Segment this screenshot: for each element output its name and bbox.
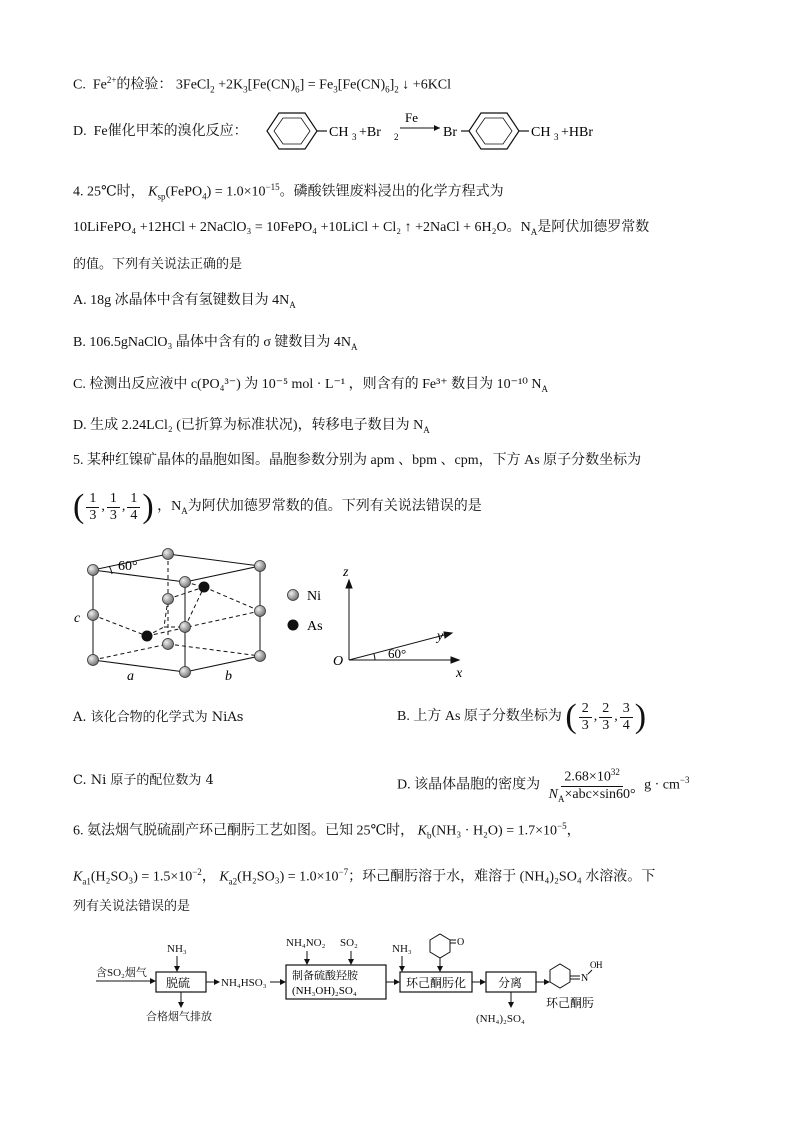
option-text: Fe催化甲苯的溴化反应： bbox=[93, 124, 248, 139]
edge-b-label: b bbox=[225, 669, 232, 684]
option-sub: A bbox=[541, 383, 548, 394]
q4-option-a[interactable] bbox=[73, 291, 296, 315]
q4-equation-line: 10LiFePO₄ +12HCl + 2NaClO₃ = 10FePO₄ +10LiCl + Cl₂ ↑ +2NaCl + 6H₂O。$N_A$是阿伏加德罗常数 bbox=[73, 220, 650, 237]
q4-stem-line3 bbox=[73, 255, 242, 275]
nh3-input-2: NH₃ bbox=[392, 943, 412, 955]
q4-stem-tail: 。磷酸铁锂废料浸出的化学方程式为 bbox=[279, 184, 504, 200]
ksp-expr: (FePO bbox=[165, 184, 203, 200]
q5-stem-text: 为阿伏加德罗常数的值。下列有关说法错误的是 bbox=[187, 499, 482, 515]
svg-text:3: 3 bbox=[554, 132, 559, 142]
option-text: C. 检测出反应液中 c(PO₄³⁻) 为 10⁻⁵ mol · L⁻¹ ，则含有的 Fe³⁺ 数目为 10⁻¹⁰ N bbox=[73, 377, 542, 392]
axis-origin-label: O bbox=[333, 654, 344, 669]
fraction: $\frac{1}{4}$ bbox=[127, 491, 140, 524]
q5-option-a[interactable] bbox=[73, 708, 243, 728]
option-text: A. 该化合物的化学式为 NiAs bbox=[73, 710, 244, 725]
toluene-bromination-equation bbox=[255, 108, 794, 154]
density-numerator-exp: 32 bbox=[610, 767, 620, 778]
q4-na-label: 。N bbox=[506, 220, 531, 235]
option-sub: A bbox=[351, 341, 358, 352]
q4-stem-line1: 4. 25℃时， $K_{sp}(FePO_4) = 1.0\times 10^{-15}$。磷酸铁锂废料浸出的化学方程式为 bbox=[73, 182, 504, 202]
axis-x-label: x bbox=[456, 666, 463, 681]
ion-charge: 2+ bbox=[106, 75, 117, 85]
svg-text:CH bbox=[329, 125, 348, 140]
hbr-label: +HBr bbox=[561, 125, 594, 140]
methyl-label: CH bbox=[329, 125, 349, 140]
equation-part: ↓ +6KCl bbox=[402, 77, 452, 93]
benzene-inner-ring bbox=[274, 118, 310, 144]
q4-option-c[interactable] bbox=[73, 375, 548, 399]
cyclohexanone-ring bbox=[430, 934, 450, 958]
q5-stem-text: 某种红镍矿晶体的晶胞如图。晶胞参数分别为 apm 、bpm 、cpm，下方 As 原子分数坐标为 bbox=[87, 453, 642, 468]
option-label: D. bbox=[73, 124, 87, 139]
bromo-label: Br bbox=[443, 125, 457, 140]
hydroxylamine-formula: (NH₃OH)₂SO₄ bbox=[292, 985, 357, 997]
ni-atoms bbox=[88, 549, 266, 678]
crystal-cell-figure bbox=[60, 540, 480, 690]
density-fraction: $\frac{2.68\times 10^{32}}{N_A\times abc\times\sin 60^\circ}$ bbox=[546, 764, 639, 806]
legend-as-marker bbox=[288, 620, 299, 631]
legend-ni-label: Ni bbox=[307, 589, 321, 604]
option-text: A. 18g 冰晶体中含有氢键数目为 4N bbox=[73, 293, 290, 308]
q5-stem-line2: ( $\frac{1}{3}$ , $\frac{1}{3}$ , $\frac{1}{4}$ ) ，$N_A$为阿伏加德罗常数的值。下列有关说法错误的是 bbox=[73, 488, 482, 525]
oxime-oxygen: O bbox=[590, 960, 597, 970]
q5-option-d[interactable] bbox=[397, 757, 689, 809]
process-flow-diagram bbox=[80, 930, 720, 1030]
oximation-label: 环己酮肟化 bbox=[406, 976, 467, 990]
exhaust-label: 合格烟气排放 bbox=[146, 1011, 212, 1023]
ksp-value: ) = 1.0×10 bbox=[206, 184, 266, 200]
reagent-b-label: SO₂ bbox=[340, 937, 358, 949]
option-d-prev bbox=[73, 122, 248, 142]
q4-stem-text: 的值。下列有关说法正确的是 bbox=[73, 257, 243, 272]
ka2-exp: −7 bbox=[338, 867, 349, 877]
methyl-label: CH bbox=[531, 125, 551, 140]
option-sub: A bbox=[423, 424, 430, 435]
edge-c-label: c bbox=[74, 611, 81, 626]
question-number: 4. bbox=[73, 184, 84, 200]
q4-stem-text: 是阿伏加德罗常数 bbox=[537, 220, 650, 235]
ka2-sub: a2 bbox=[228, 876, 238, 887]
ka1-sub: a1 bbox=[82, 876, 91, 887]
fraction: $\frac{1}{3}$ bbox=[107, 491, 120, 524]
ksp-exp: −15 bbox=[265, 182, 280, 192]
desulfurization-label: 脱硫 bbox=[166, 976, 191, 990]
density-na: N bbox=[548, 786, 558, 802]
oxime-ring bbox=[550, 964, 570, 988]
q6-stem-line1: 6. 氨法烟气脱硫副产环己酮肟工艺如图。已知 25℃时， $K_b(NH_3 \cdot H_2O) = 1.7\times 10^{-5}$， bbox=[73, 821, 581, 841]
option-text: D. 该晶体晶胞的密度为 bbox=[397, 777, 541, 793]
ka2-symbol: K bbox=[219, 869, 229, 885]
fraction: $\frac{3}{4}$ bbox=[620, 701, 633, 734]
option-c-prev: C. $Fe^{2+}$的检验： 3FeCl$_2$ $+2K_3[Fe(CN)_6] = Fe_3[Fe(CN)_6]_2$ ↓ +6KCl bbox=[73, 75, 452, 95]
hydroxylamine-label: 制备硫酸羟胺 bbox=[292, 970, 358, 982]
svg-text:2: 2 bbox=[394, 132, 399, 142]
cell-angle-label: 60° bbox=[118, 559, 138, 574]
option-text: C. Ni 原子的配位数为 4 bbox=[73, 773, 214, 788]
kb-sub: b bbox=[427, 830, 432, 841]
fraction: $\frac{2}{3}$ bbox=[599, 701, 612, 734]
ksp-symbol: K bbox=[148, 184, 158, 200]
legend-as-label: As bbox=[307, 619, 323, 634]
equation-part: +2K bbox=[218, 77, 244, 93]
option-text: D. 生成 2.24LCl₂ (已折算为标准状况)，转移电子数目为 N bbox=[73, 418, 424, 433]
kb-expr: (NH₃ · H₂O) = 1.7×10 bbox=[431, 823, 557, 839]
kb-exp: −5 bbox=[557, 821, 567, 831]
q5-option-b[interactable]: B. 上方 As 原子分数坐标为 ( $\frac{2}{3}$ , $\frac{2}{3}$ , $\frac{3}{4}$ ) bbox=[397, 698, 647, 735]
ketone-oxygen: O bbox=[457, 937, 465, 948]
q6-stem-text: 氨法烟气脱硫副产环己酮肟工艺如图。已知 25℃时， bbox=[87, 823, 415, 839]
ka1-expr: (H₂SO₃) = 1.5×10 bbox=[90, 869, 193, 885]
ka1-symbol: K bbox=[73, 869, 83, 885]
question-number: 5. bbox=[73, 453, 84, 468]
option-text: B. 上方 As 原子分数坐标为 bbox=[397, 709, 562, 725]
kb-symbol: K bbox=[417, 823, 428, 839]
q6-stem-text: ；环己酮肟溶于水，难溶于 (NH₄)₂SO₄ 水溶液。下 bbox=[348, 869, 656, 885]
density-unit: g · cm bbox=[644, 777, 680, 793]
legend-ni-marker bbox=[288, 590, 299, 601]
q6-stem-line2: $K_{a1}(H_2SO_3) = 1.5\times 10^{-2}$， $K_{a2}(H_2SO_3) = 1.0\times 10^{-7}$；环己酮肟溶于水，难溶于 (NH₄)₂SO₄ 水溶液。下 bbox=[73, 867, 656, 887]
ion-symbol: Fe bbox=[92, 77, 107, 93]
oxime-hydrogen: H bbox=[596, 960, 603, 970]
byproduct-label: (NH₄)₂SO₄ bbox=[476, 1013, 525, 1025]
catalyst-label: Fe bbox=[405, 110, 418, 125]
q5-option-c[interactable] bbox=[73, 771, 214, 791]
feed-label: 含SO₂烟气 bbox=[96, 967, 147, 979]
ka2-expr: (H₂SO₃) = 1.0×10 bbox=[237, 869, 339, 885]
q5-na-label: ，N bbox=[157, 499, 182, 515]
q4-option-b[interactable] bbox=[73, 333, 358, 357]
edge-a-label: a bbox=[127, 669, 134, 684]
q6-stem-text: 列有关说法错误的是 bbox=[73, 899, 191, 914]
density-unit-exp: −3 bbox=[679, 775, 690, 785]
density-denominator: ×abc×sin60° bbox=[564, 786, 636, 802]
q6-stem-line3 bbox=[73, 897, 190, 917]
reagent-label: +Br bbox=[359, 125, 381, 140]
nh3-input-1: NH₃ bbox=[167, 943, 187, 955]
density-numerator: 2.68×10 bbox=[564, 769, 611, 785]
oxime-nitrogen: N bbox=[581, 973, 589, 984]
option-label: C. bbox=[73, 77, 86, 93]
as-atoms bbox=[142, 582, 210, 642]
option-text: B. 106.5gNaClO₃ 晶体中含有的 σ 键数目为 4N bbox=[73, 335, 352, 350]
intermediate-label: NH₄HSO₃ bbox=[221, 977, 267, 989]
product-label: 环己酮肟 bbox=[546, 996, 595, 1010]
equation-part: = Fe bbox=[307, 77, 334, 93]
fraction: $\frac{2}{3}$ bbox=[579, 701, 592, 734]
q4-equation: 10LiFePO₄ +12HCl + 2NaClO₃ = 10FePO₄ +10LiCl + Cl₂ ↑ +2NaCl + 6H₂O bbox=[73, 220, 507, 235]
reagent-a-label: NH₄NO₂ bbox=[286, 937, 326, 949]
fraction: $\frac{1}{3}$ bbox=[86, 491, 99, 524]
q4-stem-text: 25℃时， bbox=[87, 184, 145, 200]
q4-option-d[interactable] bbox=[73, 416, 430, 440]
q5-stem-line1 bbox=[73, 451, 641, 471]
separation-label: 分离 bbox=[498, 976, 523, 990]
question-number: 6. bbox=[73, 823, 84, 839]
svg-text:3: 3 bbox=[352, 132, 357, 142]
equation-part: 3FeCl bbox=[175, 77, 211, 93]
ka1-exp: −2 bbox=[192, 867, 202, 877]
option-sub: A bbox=[289, 299, 296, 310]
axis-angle-label: 60° bbox=[388, 646, 407, 661]
ksp-sub: sp bbox=[157, 191, 166, 202]
axis-y-label: y bbox=[437, 629, 444, 644]
option-text: 的检验： bbox=[116, 77, 173, 93]
axis-z-label: z bbox=[343, 565, 349, 580]
